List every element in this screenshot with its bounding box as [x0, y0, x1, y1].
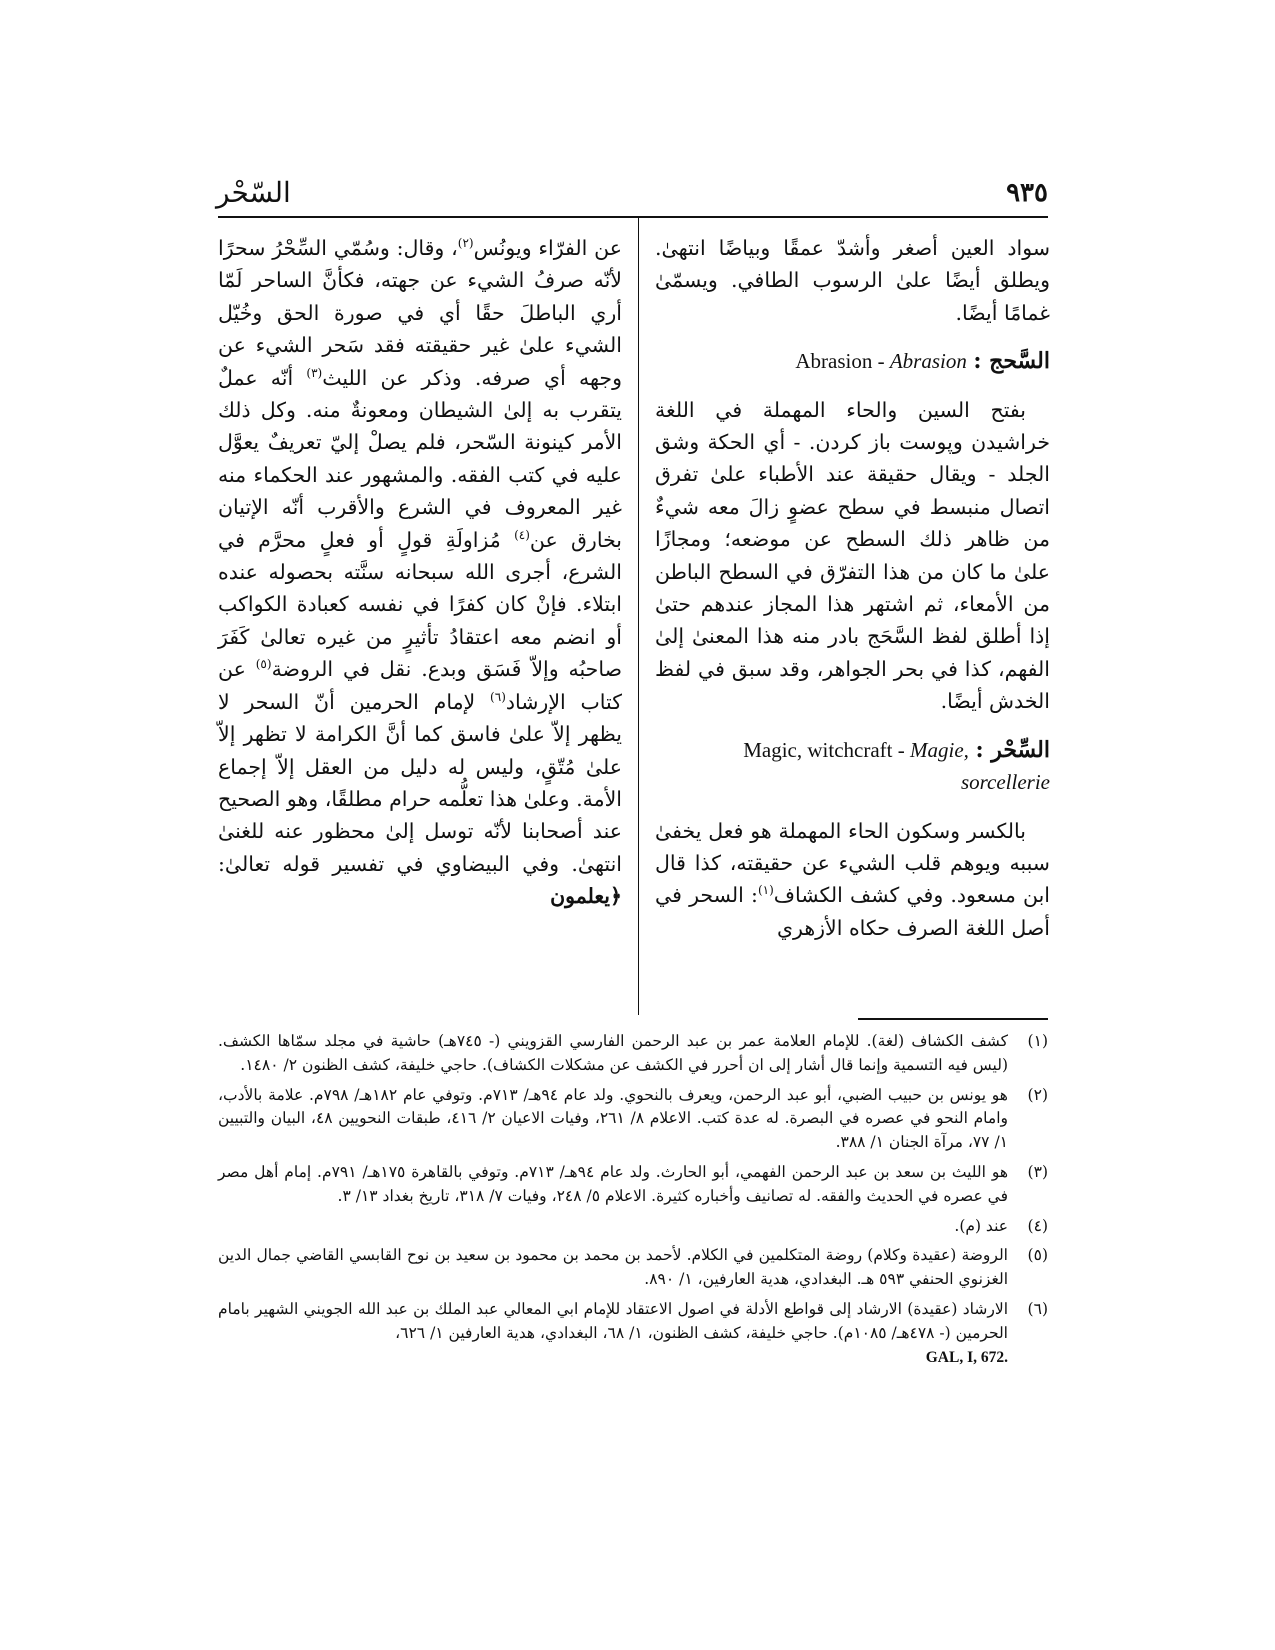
right-para-2: بفتح السين والحاء المهملة في اللغة خراشيدن وپوست باز كردن. - أي الحكة وشق الجلد - ويقال حقيقة عند الأطباء علىٰ تفرق اتصال منبسط في سطح عضوٍ زالَ معه شيءٌ من ظاهر ذلك السطح عن موضعه؛ ومجازًا علىٰ ما كان من هذا التفرّق في السطح الباطن من الأمعاء، ثم اشتهر هذا المجاز عندهم حتىٰ إذا أطلق لفظ السَّحَج بادر منه هذا المعنىٰ إلىٰ الفهم، كذا في بحر الجواهر، وقد سبق في لفظ الخدش أيضًا. — [655, 397, 1050, 714]
footnote — [218, 1215, 1048, 1239]
left-s7-quran: ﴿يعلمون — [550, 884, 622, 909]
right-para-3-a: بالكسر وسكون الحاء المهملة هو فعل يخفىٰ سببه ويوهم قلب الشيء عن حقيقته، كذا قال ابن مسعود. وفي كشف الكشاف — [655, 818, 1050, 908]
entry-sihr — [655, 734, 1050, 799]
entry-sihr-latin — [743, 738, 969, 762]
footnote-number: (١) — [1027, 1032, 1048, 1050]
page-number: ٩٣٥ — [1006, 178, 1048, 208]
footnote-rule — [858, 1018, 1048, 1020]
entry-sihr-latin-fr-2: sorcellerie — [960, 770, 1050, 795]
header-rule — [218, 216, 1048, 218]
left-para — [218, 232, 622, 913]
left-s6: لإمام الحرمين أنّ السحر لا يظهر إلاّ علىٰ فاسق كما أنَّ الكرامة لا تظهر إلاّ علىٰ مُتّقٍ، وليس له دليل من العقل إلاّ إجماع الأمة. وعلىٰ هذا تعلُّمه حرام مطلقًا، وهو الصحيح عند أصحابنا لأنّه توسل إلىٰ محظور عنه للغنىٰ انتهىٰ. وفي البيضاوي في تفسير قوله تعالىٰ: — [218, 689, 622, 876]
footnotes — [218, 1030, 1048, 1375]
left-s3: أنّه عملٌ يتقرب به إلىٰ الشيطان ومعونةٌ منه. وكل ذلك الأمر كينونة السّحر، فلم يصلْ إليّ تعريفٌ يعوَّل عليه في كتب الفقه. والمشهور عند الحكماء منه غير المعروف في الشرع والأقرب أنّه الإتيان بخارق عن — [218, 365, 623, 552]
footnote-number: (٢) — [1027, 1085, 1048, 1104]
right-para-3 — [655, 815, 1050, 945]
footnote-text — [218, 1298, 1008, 1369]
right-para-3-b: : السحر في أصل اللغة الصرف حكاه الأزهري — [655, 883, 1050, 940]
left-s4: مُزاولَةِ قولٍ أو فعلٍ محرَّم في الشرع، أجرى الله سبحانه سنَّته بحصوله عنده ابتلاء. فإنْ كان كفرًا في نفسه كعبادة الكواكب أو انضم معه اعتقادُ تأثيرٍ من غيره تعالىٰ كَفَرَ صاحبُه وإلاّ فَسَق وبدع. نقل في الروضة — [218, 527, 622, 682]
footnote-number: (٦) — [1027, 1299, 1048, 1318]
footnote-ref-6: (٦) — [490, 689, 506, 704]
left-s5: عن كتاب الإرشاد — [218, 657, 622, 714]
footnote-ref-3: (٣) — [306, 365, 323, 380]
footnote-number: (٤) — [1027, 1216, 1048, 1235]
entry-sahj-latin-en: Abrasion - — [795, 349, 890, 374]
footnote — [218, 1084, 1048, 1155]
running-title: السّحْر — [216, 176, 291, 209]
footnote-text: كشف الكشاف (لغة). للإمام العلامة عمر بن عبد الرحمن الفارسي القزويني (- ٧٤٥هـ) حاشية في مجلد سمّاها الكشف. (ليس فيه التسمية وإنما قال أشار إلى ان أحرر في الكشف عن مشكلات الكشاف). حاجي خليفة، كشف الظنون ٢/ ١٤٨٠. — [218, 1032, 1008, 1074]
footnote-gal-ref: GAL, I, 672. — [925, 1348, 1008, 1366]
footnote-text: عند (م). — [954, 1216, 1008, 1235]
right-column — [655, 232, 1050, 944]
footnote-ref-5: (٥) — [255, 657, 272, 672]
entry-sahj-latin — [795, 349, 967, 373]
entry-sahj — [655, 345, 1050, 377]
entry-sihr-latin-fr: Magie, — [910, 737, 969, 762]
column-divider — [638, 218, 639, 1015]
footnote-ref-4: (٤) — [514, 527, 530, 542]
footnote — [218, 1298, 1048, 1369]
footnote-ref-1: (١) — [757, 883, 774, 898]
footnote — [218, 1030, 1048, 1078]
footnote-ref-2: (٢) — [457, 236, 474, 251]
footnote — [218, 1244, 1048, 1292]
footnote-number: (٣) — [1027, 1162, 1048, 1181]
footnote-text: هو يونس بن حبيب الضبي، أبو عبد الرحمن، ويعرف بالنحوي. ولد عام ٩٤هـ/ ٧١٣م. وتوفي عام ١٨٢هـ/ ٧٩٨م. علامة بالأدب، وامام النحو في عصره في البصرة. له عدة كتب. الاعلام ٨/ ٢٦١، وفيات الاعيان ٢/ ٤١٦، طبقات النحويين ٤٨، البيان والتبيين ١/ ٧٧، مرآة الجنان ١/ ٣٨٨. — [218, 1085, 1009, 1152]
footnote — [218, 1161, 1048, 1209]
left-s2: ، وقال: وسُمّي السِّحْرُ سحرًا لأنّه صرفُ الشيء عن جهته، فكأنَّ الساحر لَمّا أري الباطلَ حقًا أي في صورة الحق وخُيّل الشيء علىٰ غير حقيقته فقد سَحر الشيء عن وجهه أي صرفه. وذكر عن الليث — [218, 236, 622, 390]
left-s1: عن الفرّاء ويونُس — [473, 236, 622, 260]
footnote-text: الروضة (عقيدة وكلام) روضة المتكلمين في الكلام. لأحمد بن محمد بن محمود بن سعيد بن نوح القابسي القاضي جمال الدين الغزنوي الحنفي ٥٩٣ هـ. البغدادي، هدية العارفين، ١/ ٨٩٠. — [218, 1246, 1008, 1289]
entry-sahj-latin-fr: Abrasion — [889, 349, 967, 374]
footnote-text-ar: الارشاد (عقيدة) الارشاد إلى قواطع الأدلة في اصول الاعتقاد للإمام ابي المعالي عبد الملك بن عبد الله الجويني الشهير بامام الحرمين (- ٤٧٨هـ/ ١٠٨٥م). حاجي خليفة، كشف الظنون، ١/ ٦٨، البغدادي، هدية العارفين ١/ ٦٢٦، — [218, 1299, 1008, 1342]
right-para-1: سواد العين أصغر وأشدّ عمقًا وبياضًا انتهىٰ. ويطلق أيضًا علىٰ الرسوب الطافي. ويسمّىٰ غمامًا أيضًا. — [655, 236, 1050, 325]
footnote-text: هو الليث بن سعد بن عبد الرحمن الفهمي، أبو الحارث. ولد عام ٩٤هـ/ ٧١٣م. وتوفي بالقاهرة ١٧٥هـ/ ٧٩١م. إمام أهل مصر في عصره في الحديث والفقه. له تصانيف وأخباره كثيرة. الاعلام ٥/ ٢٤٨، وفيات ٧/ ٣١٨، تاريخ بغداد ١٣/ ٣. — [218, 1162, 1008, 1205]
entry-sihr-latin-en: Magic, witchcraft - — [743, 737, 910, 762]
left-column — [218, 232, 622, 913]
footnote-number: (٥) — [1027, 1246, 1048, 1265]
entry-sihr-arabic: السِّحْر : — [975, 736, 1050, 763]
entry-sahj-arabic: السَّحج : — [973, 348, 1050, 375]
